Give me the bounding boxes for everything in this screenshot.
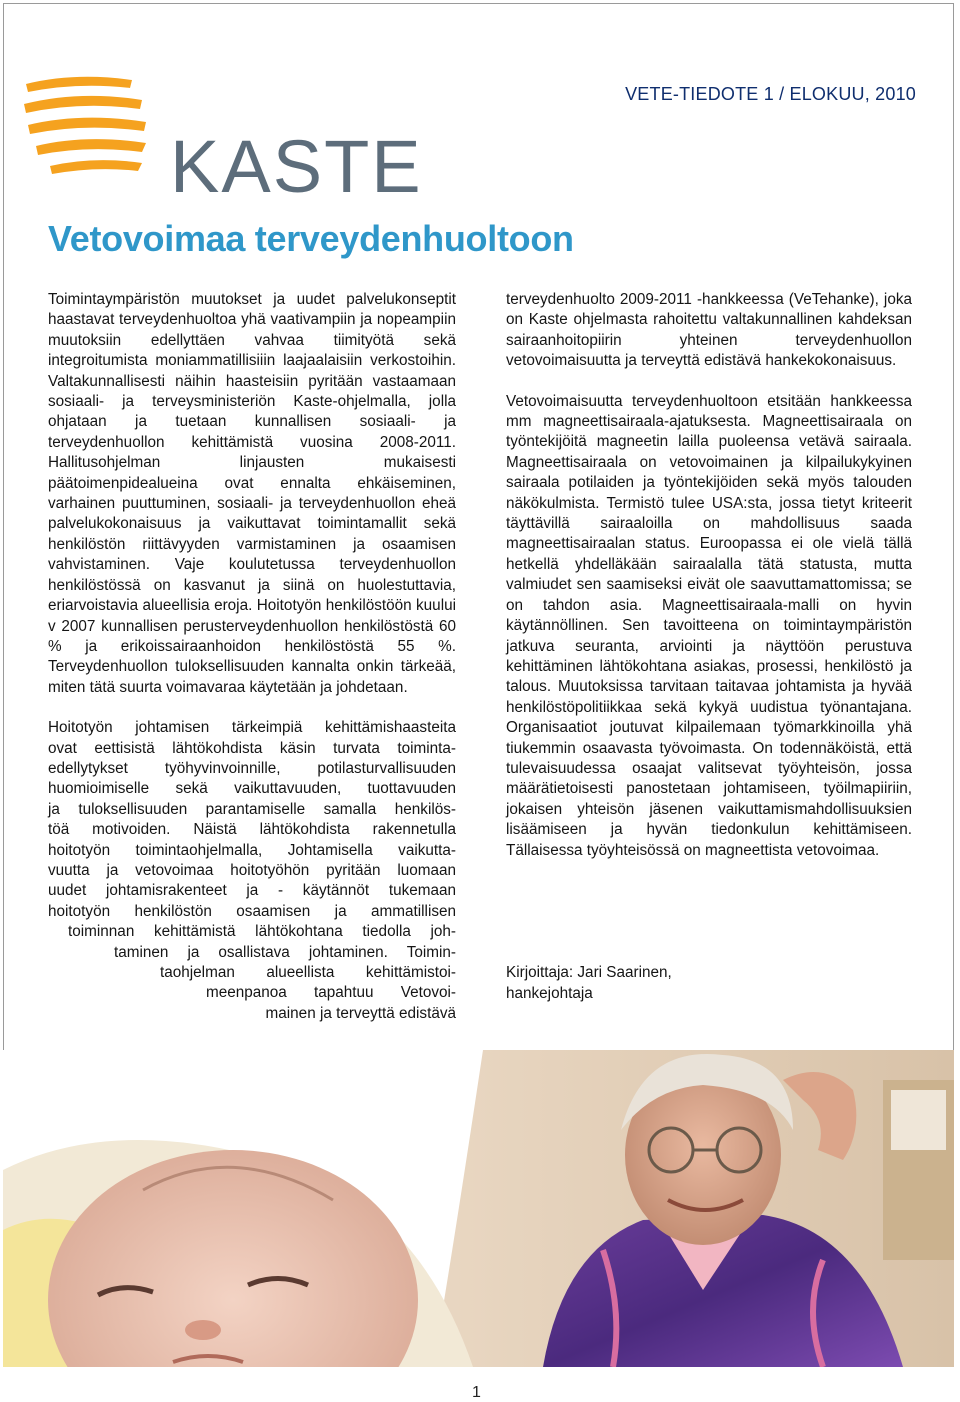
text-line: Hoitotyön johtamisen tärkeimpiä kehittämishaasteita [48,719,456,737]
kaste-logo [20,70,423,208]
text-line: vuutta ja vetovoimaa hoitotyöhön pyritään luomaan [48,861,456,879]
article-title: Vetovoimaa terveydenhuoltoon [48,218,574,259]
text-line: meenpanoa tapahtuu Vetovoi- [206,984,456,1002]
photo-illustration [3,1050,954,1367]
text-line: ja tuloksellisuuden parantamiselle samalla henkilös- [48,800,456,818]
author-credit [506,962,672,1004]
issue-label: VETE-TIEDOTE 1 / ELOKUU, 2010 [625,84,916,104]
left-paragraph-1: Toimintaympäristön muutokset ja uudet palvelukonseptit haastavat terveydenhuoltoa yhä vaativampiin ja nopeampiin muutoksiin edellyttäen vahvaa tiimityötä sekä integroitumista moniammatillisiiin laajaalaisiin verkostoihin. Valtakunnallisesti näihin haasteisiin pyritään vastaamaan sosiaali- ja terveysministeriön Kaste-ohjelmalla, jolla ohjataan ja tuetaan kunnallisen sosiaali- ja terveydenhuollon kehittämistä vuosina 2008-2011. Hallitusohjelman linjausten mukaisesti päätoimenpidealueina ovat ennalta ehkäiseminen, varhainen puuttuminen, sosiaali- ja terveydenhuollon eheä palvelukokonaisuus ja vaikuttavat toimintamallit sekä henkilöstön riittävyyden varmistaminen ja osaamisen vahvistaminen. Vaje koulutetussa terveydenhuollon henkilöstössä on kasvanut ja siinä on huolestuttavia, eriarvoistavia alueellisia eroja. Hoitotyön henkilöstöön kuului v 2007 kunnallisen perusterveydenhuollon henkilöstöstä 60 % ja erikoissairaanhoidon henkilöstöstä 55 %. Terveydenhuollon tuloksellisuuden kannalta onkin tärkeää, miten tätä suurta voimavaraa käytetään ja johdetaan. [48,291,456,696]
text-line: edellytykset työhyvinvoinnille, potilasturvallisuuden [48,759,456,777]
left-column [48,290,456,1024]
text-line: hoitotyön henkilöstön osaamisen ja ammatillisen [48,902,456,920]
kaste-logo-swoosh-icon [20,70,170,180]
right-paragraph-2: Vetovoimaisuutta terveydenhuoltoon etsitään hankkeessa mm magneettisairaala-ajatuksesta. Magneettisairaala on työntekijöitä magneetin lailla puoleensa vetävä sairaala. Magneettisairaala on vetovoimainen ja kilpailukykyinen sairaala potilaiden ja työntekijöiden sekä myös talouden näkökulmista. Termistö tulee USA:sta, jossa tietyt kriteerit täyttävillä sairaaloilla on mahdollisuus saada magneettisairaalan status. Euroopassa ei ole vielä tällä hetkellä yhdelläkään sairaalalla tätä statusta, mutta valmiudet sen saamiseksi eivät ole saavuttamattomissa; se on tahdon asia. Magneettisairaala-malli on hyvin käytännöllinen. Sen tavoitteena on toimintaympäristön jatkuva seuranta, arviointi ja näyttöön perustuva kehittäminen lähtökohtana asiakas, prosessi, henkilöstö ja talous. Muutoksissa tarvitaan taitavaa johtamista ja hyvää henkilöstöpolitiikkaa sekä kykyä uudistua työnantajana. Organisaatiot joutuvat kilpailemaan työmarkkinoilla yhä tiukemmin osaavasta työvoimasta. On todennäköistä, että tulevaisuudessa osaajat valitsevat työyhteisön, jossa määrätietoisesti panostetaan johtamiseen, työilmapiiriin, jokaisen yhteisön jäsenen vaikuttamismahdollisuuksien lisäämiseen ja hyvän tiedonkulun kehittämiseen. Tällaisessa työyhteisössä on magneettista vetovoimaa. [506,392,912,859]
page-number: 1 [472,1384,481,1401]
text-line: töä motivoiden. Näistä lähtökohdista rakennetulla [48,821,456,839]
photo-collage [3,1050,954,1367]
text-line: huomioimiselle sekä vaikuttavuuden, tuottavuuden [48,780,456,798]
left-paragraph-2 [48,718,456,1024]
author-name: Kirjoittaja: Jari Saarinen, [506,964,672,981]
text-line: toiminnan kehittämistä lähtökohtana tiedolla joh- [68,923,456,941]
author-title: hankejohtaja [506,985,593,1002]
right-column [506,290,912,861]
text-line: ovat eettisistä lähtökohdista käsin turvata toiminta- [48,739,456,757]
text-line: taohjelman alueellista kehittämistoi- [160,964,456,981]
right-paragraph-1: terveydenhuolto 2009-2011 -hankkeessa (VeTehanke), joka on Kaste ohjelmasta rahoitettu valtakunnallinen kahdeksan sairaanhoitopiirin yhteinen terveydenhuollon vetovoimaisuutta ja terveyttä edistävä hankekokonaisuus. [506,291,912,370]
text-line: uudet johtamisrakenteet ja - käytännöt tukemaan [48,882,456,900]
text-line: mainen ja terveyttä edistävä [265,1004,456,1022]
logo-wordmark: KASTE [170,125,423,208]
text-line: hoitotyön toimintaohjelmalla, Johtamisella vaikutta- [48,841,456,859]
text-line: taminen ja osallistava johtaminen. Toimin- [114,943,456,961]
